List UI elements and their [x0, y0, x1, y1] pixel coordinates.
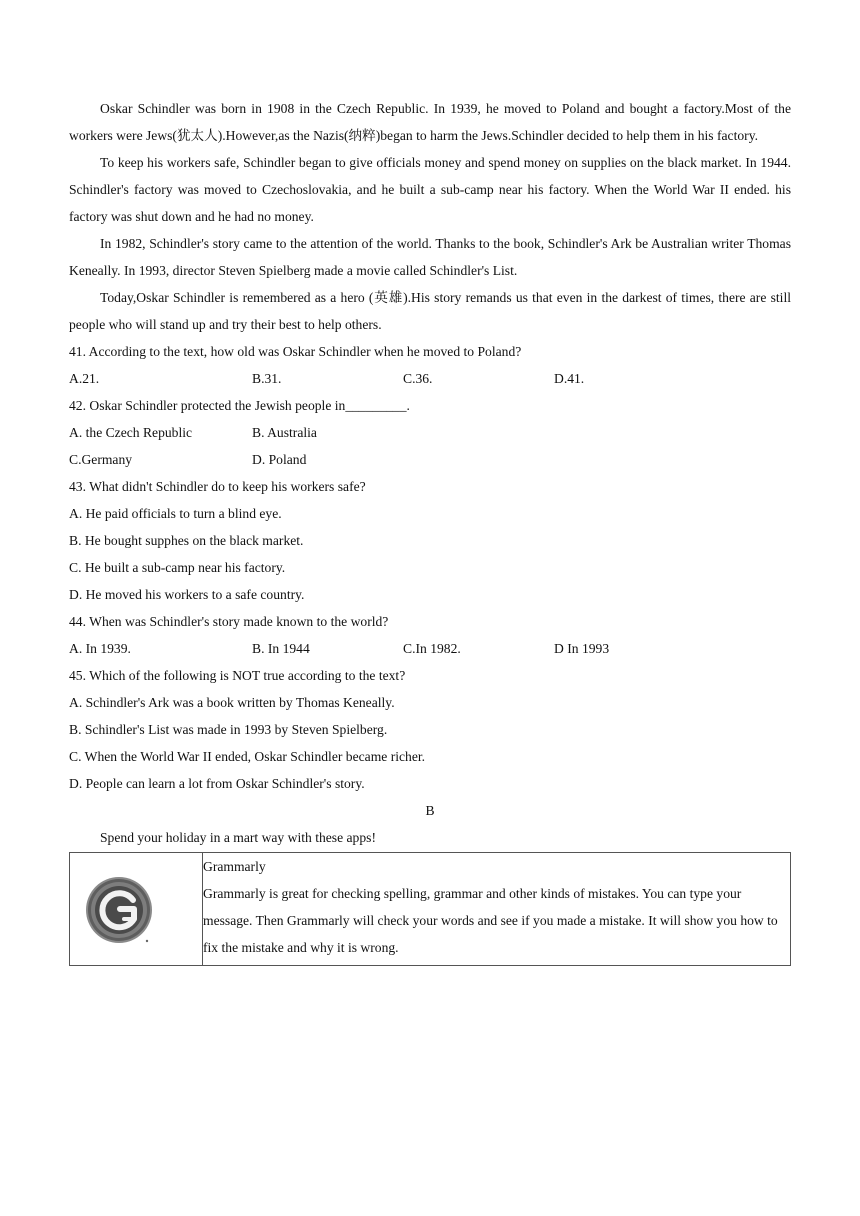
question-41-option-c: C.36.	[403, 371, 433, 386]
question-44-option-a: A. In 1939.	[69, 641, 131, 656]
question-41-option-a: A.21.	[69, 371, 100, 386]
question-43-stem: 43. What didn't Schindler do to keep his workers safe?	[69, 479, 366, 494]
question-45-stem: 45. Which of the following is NOT true according to the text?	[69, 668, 406, 683]
question-44-stem: 44. When was Schindler's story made known to the world?	[69, 614, 389, 629]
question-44-option-d: D In 1993	[554, 641, 610, 656]
question-41-stem: 41. According to the text, how old was Oskar Schindler when he moved to Poland?	[69, 344, 522, 359]
section-b-heading: B	[425, 803, 435, 818]
grammarly-logo-icon	[84, 875, 154, 945]
question-43-option-a: A. He paid officials to turn a blind eye.	[69, 506, 282, 521]
passage-paragraph-1: Oskar Schindler was born in 1908 in the Czech Republic. In 1939, he moved to Poland and bought a factory.Most of the workers were Jews(犹太人).However,as the Nazis(纳粹)began to harm the Jews.Schindler decided to help them in his factory.	[69, 101, 791, 143]
app-name: Grammarly	[203, 859, 266, 874]
question-45-option-b: B. Schindler's List was made in 1993 by Steven Spielberg.	[69, 722, 388, 737]
app-description: Grammarly is great for checking spelling, grammar and other kinds of mistakes. You can type your message. Then Grammarly will check your words and see if you made a mistake. It will show you how to fix the mistake and why it is wrong.	[203, 886, 778, 955]
question-42-option-a: A. the Czech Republic	[69, 425, 193, 440]
question-45-option-a: A. Schindler's Ark was a book written by Thomas Keneally.	[69, 695, 395, 710]
passage-paragraph-2: To keep his workers safe, Schindler began to give officials money and spend money on supplies on the black market. In 1944. Schindler's factory was moved to Czechoslovakia, and he built a sub-camp near his factory. When the World War II ended. his factory was shut down and he had no money.	[69, 155, 791, 224]
question-42-stem: 42. Oskar Schindler protected the Jewish people in_________.	[69, 398, 410, 413]
question-43-option-d: D. He moved his workers to a safe country.	[69, 587, 305, 602]
document-page	[69, 95, 791, 966]
question-42-options-row-1	[69, 419, 791, 446]
question-43-option-b: B. He bought supphes on the black market.	[69, 533, 304, 548]
question-41-option-d: D.41.	[554, 371, 585, 386]
question-45-option-c: C. When the World War II ended, Oskar Schindler became richer.	[69, 749, 426, 764]
question-42-option-c: C.Germany	[69, 452, 133, 467]
question-43-option-c: C. He built a sub-camp near his factory.	[69, 560, 286, 575]
passage-paragraph-3: In 1982, Schindler's story came to the attention of the world. Thanks to the book, Schindler's Ark be Australian writer Thomas Keneally. In 1993, director Steven Spielberg made a movie called Schindler's List.	[69, 236, 791, 278]
app-logo-cell	[70, 853, 203, 966]
question-42-option-b: B. Australia	[252, 425, 317, 440]
section-b-intro: Spend your holiday in a mart way with these apps!	[100, 830, 376, 845]
question-41-options	[69, 365, 791, 392]
question-41-option-b: B.31.	[252, 371, 282, 386]
question-44-option-b: B. In 1944	[252, 641, 310, 656]
question-42-options-row-2	[69, 446, 791, 473]
passage-paragraph-4: Today,Oskar Schindler is remembered as a hero (英雄).His story remands us that even in the darkest of times, there are still people who will stand up and try their best to help others.	[69, 290, 791, 332]
apps-table	[69, 852, 791, 966]
app-row-grammarly	[70, 853, 791, 966]
question-42-option-d: D. Poland	[252, 452, 307, 467]
question-44-options	[69, 635, 791, 662]
question-45-option-d: D. People can learn a lot from Oskar Schindler's story.	[69, 776, 365, 791]
question-44-option-c: C.In 1982.	[403, 641, 461, 656]
app-text-cell	[203, 853, 791, 966]
